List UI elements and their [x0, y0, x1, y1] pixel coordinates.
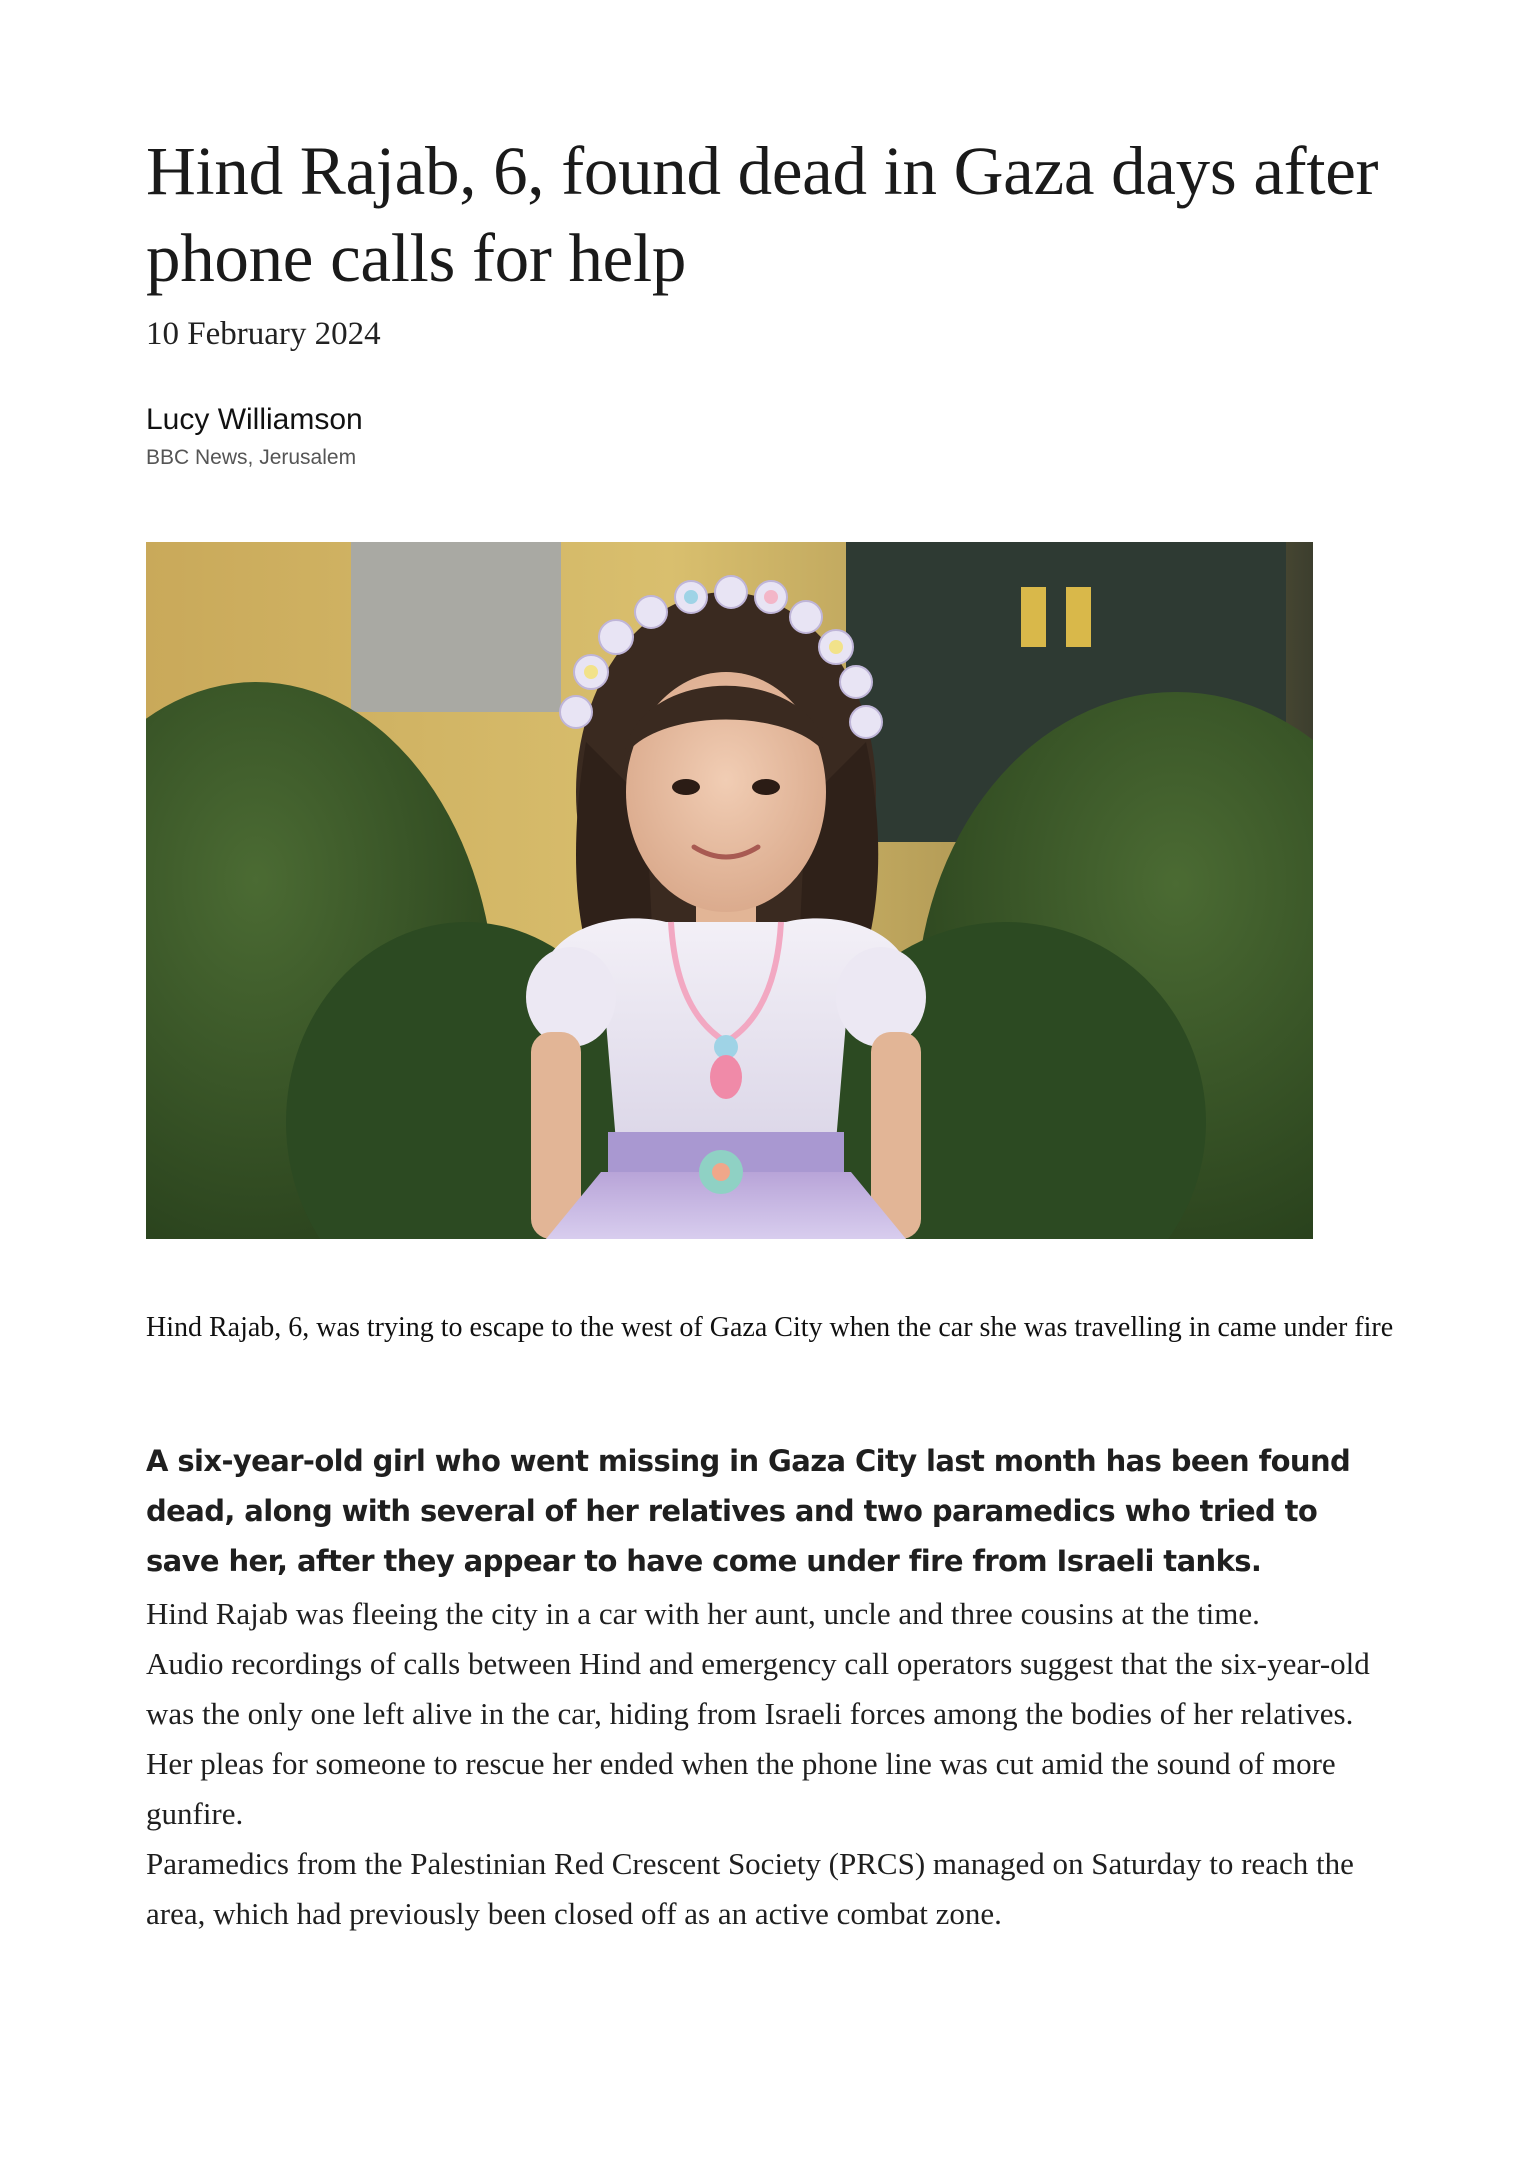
author-role: BBC News, Jerusalem — [146, 446, 357, 469]
article-headline: Hind Rajab, 6, found dead in Gaza days after phone calls for help — [146, 133, 1379, 296]
body-paragraph: Audio recordings of calls between Hind and emergency call operators suggest that the six-year-old was the only one left alive in the car, hiding from Israeli forces among the bodies of her relatives. — [146, 1646, 1370, 1731]
author-name: Lucy Williamson — [146, 403, 363, 436]
article-photo — [146, 542, 1313, 1239]
article-body — [146, 1589, 1396, 1939]
article-date: 10 February 2024 — [146, 316, 381, 352]
article-lede: A six-year-old girl who went missing in Gaza City last month has been found dead, along with several of her relatives and two paramedics who tried to save her, after they appear to have come under fire from Israeli tanks. — [146, 1444, 1351, 1578]
body-paragraph: Paramedics from the Palestinian Red Crescent Society (PRCS) managed on Saturday to reach the area, which had previously been closed off as an active combat zone. — [146, 1846, 1354, 1931]
photo-caption: Hind Rajab, 6, was trying to escape to the west of Gaza City when the car she was travelling in came under fire — [146, 1312, 1394, 1343]
body-paragraph: Her pleas for someone to rescue her ended when the phone line was cut amid the sound of more gunfire. — [146, 1746, 1336, 1831]
body-paragraph: Hind Rajab was fleeing the city in a car with her aunt, uncle and three cousins at the time. — [146, 1596, 1260, 1631]
